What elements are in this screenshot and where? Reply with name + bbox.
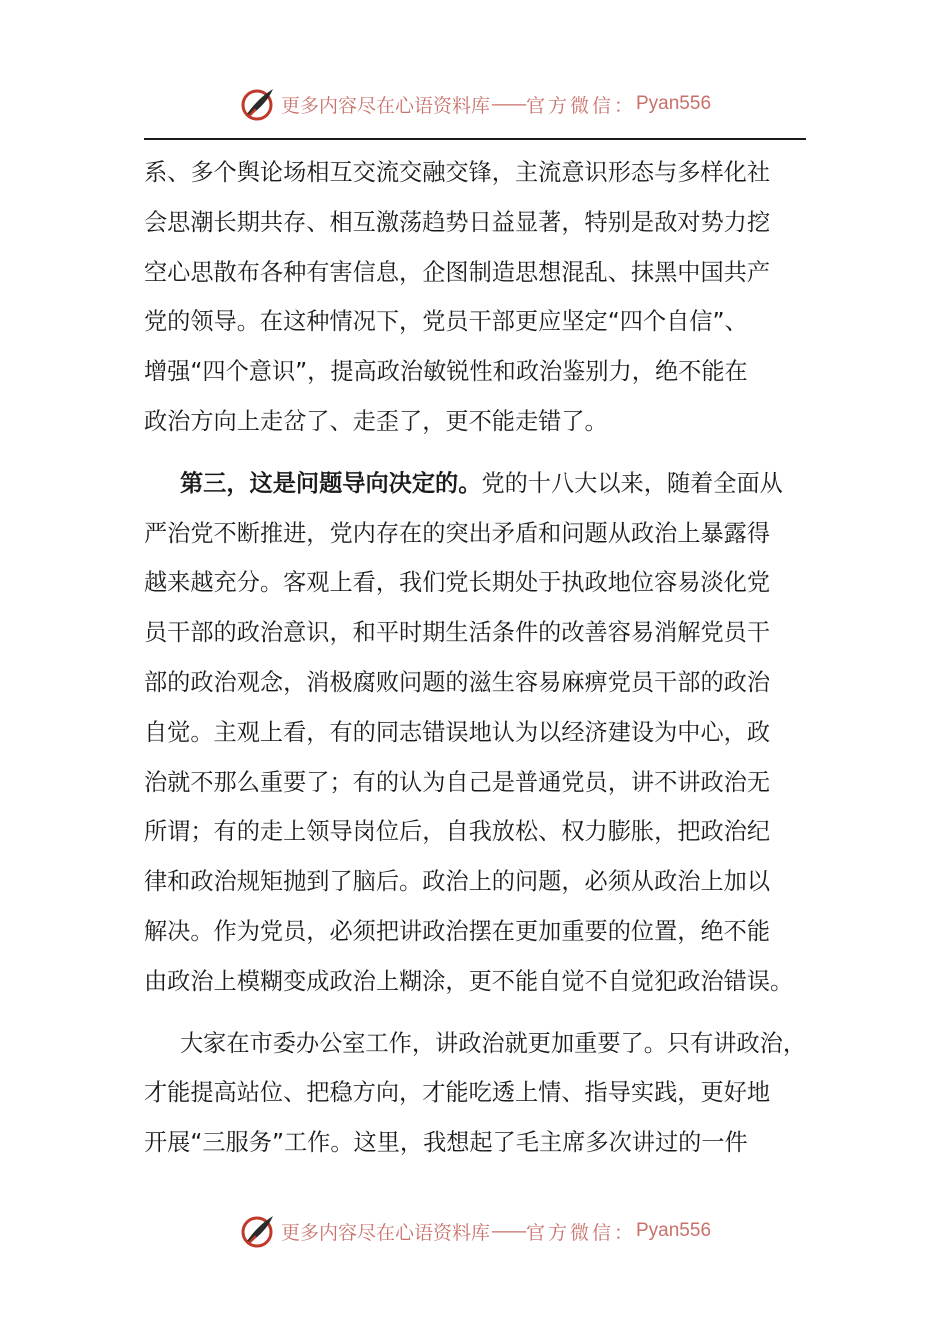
paragraph-2	[144, 459, 808, 1007]
paragraph-1	[144, 148, 808, 447]
text-line: 部的政治观念，消极腐败问题的滋生容易麻痹党员干部的政治	[144, 668, 771, 696]
text-line: 党的领导。在这种情况下，党员干部更应坚定“四个自信”、	[144, 308, 748, 336]
text-line: 会思潮长期共存、相互激荡趋势日益显著，特别是敌对势力挖	[144, 208, 771, 236]
footer-wechat-id: Pyan556	[636, 1220, 712, 1241]
paragraph-heading: 第三，这是问题导向决定的。	[180, 469, 482, 497]
quill-pen-icon	[239, 84, 279, 124]
text-line: 开展“三服务”工作。这里，我想起了毛主席多次讲过的一件	[144, 1129, 748, 1157]
text-line	[144, 459, 808, 509]
header-banner	[0, 84, 950, 124]
text-line: 系、多个舆论场相互交流交融交锋，主流意识形态与多样化社	[144, 159, 771, 186]
paragraph-3	[144, 1019, 808, 1168]
text-line: 治就不那么重要了；有的认为自己是普通党员，讲不讲政治无	[144, 768, 771, 796]
text-line: 才能提高站位、把稳方向，才能吃透上情、指导实践，更好地	[144, 1079, 771, 1107]
text-line: 政治方向上走岔了、走歪了，更不能走错了。	[144, 407, 608, 435]
text-line: 越来越充分。客观上看，我们党长期处于执政地位容易淡化党	[144, 569, 771, 597]
text-span: 党的十八大以来，随着全面从	[481, 469, 783, 497]
text-line: 所谓；有的走上领导岗位后，自我放松、权力膨胀，把政治纪	[144, 818, 771, 846]
footer-banner	[0, 1211, 950, 1251]
text-line: 员干部的政治意识，和平时期生活条件的改善容易消解党员干	[144, 619, 771, 647]
text-line: 增强“四个意识”，提高政治敏锐性和政治鉴别力，绝不能在	[144, 358, 748, 386]
header-wechat-label: 官方微信：	[525, 94, 636, 117]
footer-brand-text: 更多内容尽在心语资料库	[280, 1221, 490, 1244]
header-divider	[144, 138, 806, 140]
text-line: 空心思散布各种有害信息，企图制造思想混乱、抹黑中国共产	[144, 258, 771, 286]
header-separator: ——	[490, 93, 525, 115]
text-line: 大家在市委办公室工作，讲政治就更加重要了。只有讲政治，	[180, 1029, 807, 1057]
header-wechat-id: Pyan556	[636, 93, 712, 114]
footer-wechat-label: 官方微信：	[525, 1221, 636, 1244]
text-line: 严治党不断推进，党内存在的突出矛盾和问题从政治上暴露得	[144, 519, 771, 547]
text-line: 由政治上模糊变成政治上糊涂，更不能自觉不自觉犯政治错误。	[144, 967, 794, 995]
quill-pen-icon	[239, 1211, 279, 1251]
document-body	[144, 148, 808, 1168]
text-line: 律和政治规矩抛到了脑后。政治上的问题，必须从政治上加以	[144, 868, 771, 896]
text-line: 自觉。主观上看，有的同志错误地认为以经济建设为中心，政	[144, 718, 771, 746]
footer-separator: ——	[490, 1220, 525, 1242]
text-line: 解决。作为党员，必须把讲政治摆在更加重要的位置，绝不能	[144, 917, 771, 945]
header-brand-text: 更多内容尽在心语资料库	[280, 94, 490, 117]
